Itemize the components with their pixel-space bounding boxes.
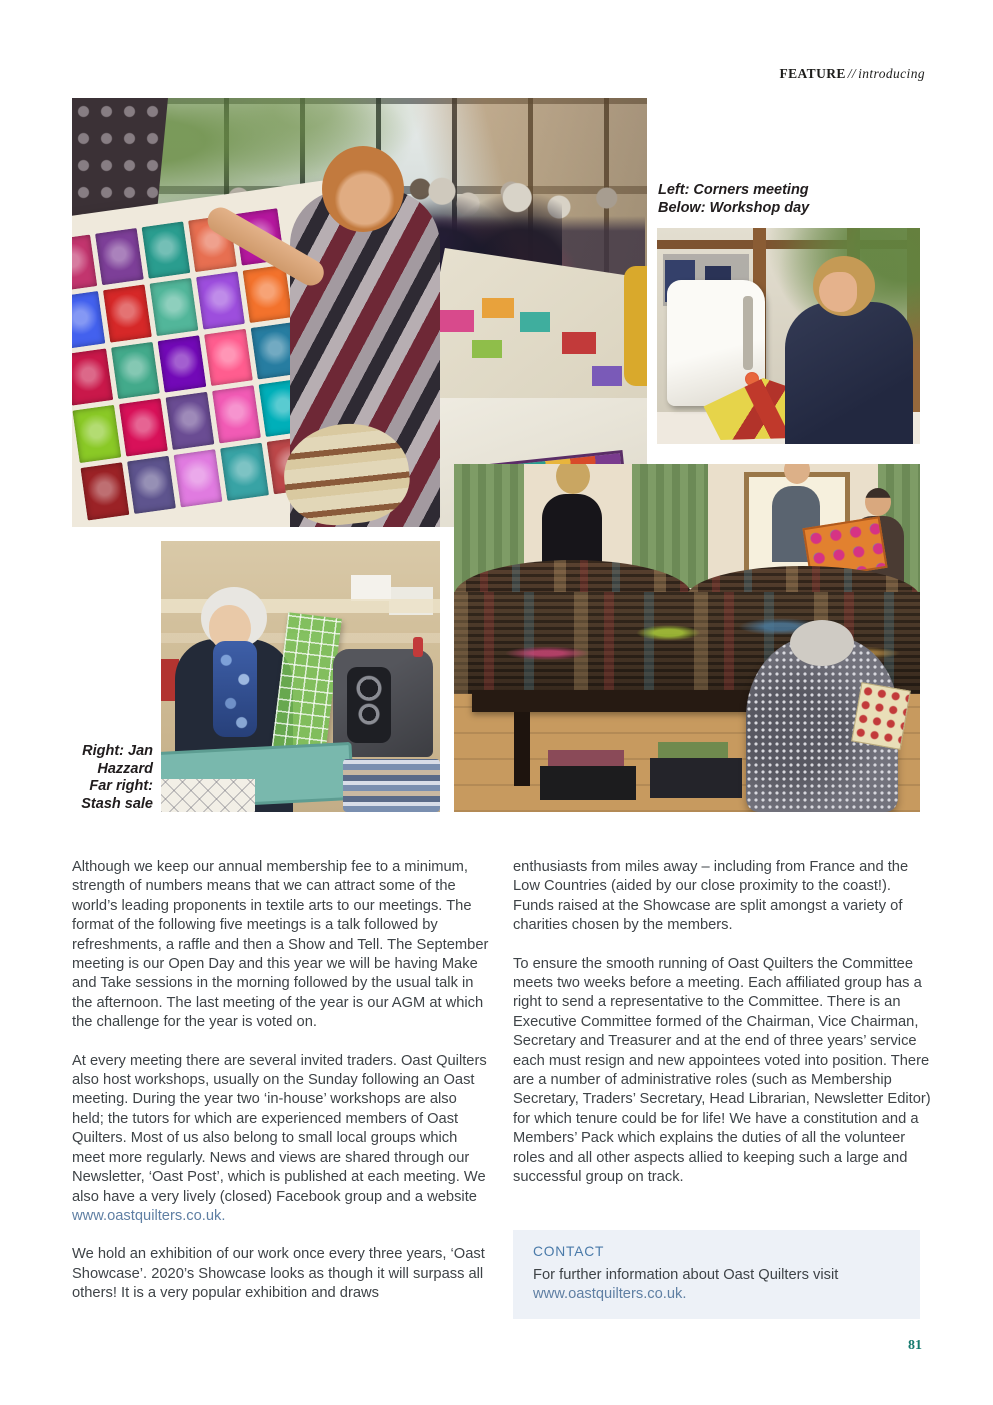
quilt-cell xyxy=(72,234,97,292)
quilt-cell xyxy=(72,348,113,406)
quilt-cell xyxy=(149,278,198,336)
paragraph-text: To ensure the smooth running of Oast Quilters the Committee meets two weeks before a meeting. Each affiliated group has a right to send a representative to the Committee. There is an Executive Committee formed of the Chairman, Vice Chairman, Secretary and Treasurer and at the end of three years’ service each must resign and new appointees voted into position. There are a number of administrative roles (such as Membership Secretary, Traders’ Secretary, Head Librarian, Newsletter Editor) for which tenure could be for life! We have a constitution and a Members’ Pack which explains the duties of all the volunteer roles and all other aspects allied to keeping such a large and successful group on track. xyxy=(513,955,931,1186)
caption-jan-stash xyxy=(58,743,153,813)
paragraph-text: At every meeting there are several invited traders. Oast Quilters also host workshops, usually on the Sunday following an Oast meeting. During the year two ‘in-house’ workshops are also held; the tutors for which are experienced members of Oast Quilters. Most of us also belong to small local groups which meet more regularly. News and views are shared through our Newsletter, ‘Oast Post’, which is published at each meeting. We also have a very lively (closed) Facebook group and a website xyxy=(72,1052,487,1205)
pattern-paper xyxy=(161,779,255,812)
quilt-cell xyxy=(204,329,253,387)
contact-heading: CONTACT xyxy=(533,1244,605,1259)
header-separator: // xyxy=(847,66,857,81)
fabric-stack xyxy=(343,759,440,812)
header-topic: introducing xyxy=(858,66,925,81)
paragraph-text: We hold an exhibition of our work once every three years, ‘Oast Showcase’. 2020’s Showcase looks as though it will surpass all others! It is a very popular exhibition and draws xyxy=(72,1246,485,1302)
article-right-column xyxy=(513,858,931,1207)
quilt-cell xyxy=(72,405,121,463)
quilt-cell xyxy=(141,221,190,279)
caption-line: Right: Jan xyxy=(82,743,153,759)
held-fabric xyxy=(851,682,911,750)
contact-link[interactable]: www.oastquilters.co.uk. xyxy=(533,1286,687,1302)
sewing-machine xyxy=(333,649,433,757)
quilt-cell xyxy=(95,228,144,286)
quilt-cell xyxy=(119,399,168,457)
paragraph xyxy=(513,955,931,1188)
table-leg xyxy=(514,712,530,786)
quilt-cell xyxy=(220,443,269,501)
photo-workshop-day xyxy=(657,228,920,444)
article-left-column xyxy=(72,858,492,1323)
photo-corners-meeting xyxy=(72,98,647,527)
paragraph xyxy=(72,858,492,1033)
paragraph xyxy=(72,1052,492,1227)
paragraph xyxy=(513,858,931,936)
quilt-cell xyxy=(103,285,152,343)
photo-jan-hazzard xyxy=(161,541,440,812)
quilt-cell xyxy=(165,392,214,450)
paragraph-text: enthusiasts from miles away – including from France and the Low Countries (aided by our close proximity to the coast!). Funds raised at the Showcase are split amongst a variety of charities chosen by the members. xyxy=(513,859,909,934)
website-link[interactable]: www.oastquilters.co.uk. xyxy=(72,1207,226,1224)
quilt-cell xyxy=(72,291,105,349)
blue-scarf xyxy=(213,641,257,737)
photo-stash-sale xyxy=(454,464,920,812)
contact-box xyxy=(513,1230,920,1319)
quilt-cell xyxy=(111,342,160,400)
quilt-cell xyxy=(80,462,129,520)
caption-line: Left: Corners meeting xyxy=(658,182,809,198)
caption-line: Far right: xyxy=(89,778,153,794)
caption-line: Stash sale xyxy=(81,795,153,812)
caption-corners-workshop xyxy=(658,181,878,217)
paragraph xyxy=(72,1245,492,1303)
paragraph-text: Although we keep our annual membership fee to a minimum, strength of numbers means that we can attract some of the world’s leading proponents in textile arts to our meetings. The format of the following five meetings is a talk followed by refreshments, a raffle and then a Show and Tell. The September meeting is our Open Day and this year we will be having Make and Take sessions in the morning followed by the usual talk in the afternoon. The last meeting of the year is our AGM at which the challenge for the year is voted on. xyxy=(72,859,489,1031)
feature-label: FEATURE xyxy=(779,66,846,81)
contact-text: For further information about Oast Quilters visit xyxy=(533,1266,839,1283)
quilt-cell xyxy=(243,265,292,323)
caption-line: Below: Workshop day xyxy=(658,200,810,216)
yellow-jacket xyxy=(624,266,647,386)
quilt-cell xyxy=(127,456,176,514)
quilt-cell xyxy=(212,386,261,444)
quilt-cell xyxy=(173,449,222,507)
page-header xyxy=(779,66,925,82)
page-number: 81 xyxy=(908,1338,922,1353)
sewing-member xyxy=(785,302,913,444)
caption-line: Hazzard xyxy=(97,760,153,777)
quilt-cell xyxy=(157,335,206,393)
quilt-cell xyxy=(196,272,245,330)
